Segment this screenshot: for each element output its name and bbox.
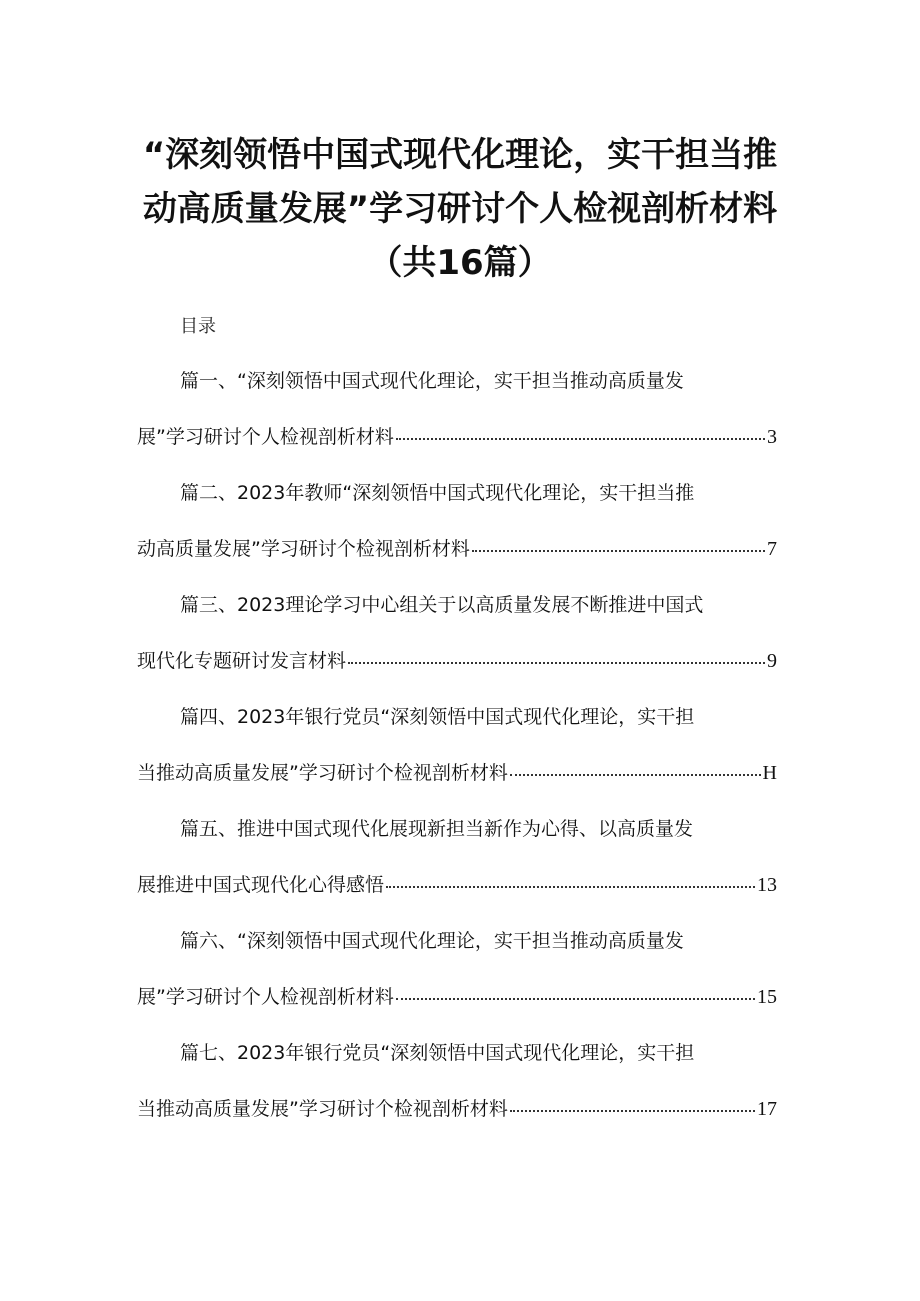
toc-entry-4-line1: 篇四、2023年银行党员“深刻领悟中国式现代化理论，实干担 (180, 706, 695, 728)
toc-page-number: 7 (767, 538, 777, 560)
toc-entry-text: 展”学习研讨个人检视剖析材料 (137, 426, 394, 448)
toc-entry-2-line2[interactable] (137, 534, 777, 561)
toc-entry-3-line1: 篇三、2023理论学习中心组关于以高质量发展不断推进中国式 (180, 594, 704, 616)
toc-entry-1-line2[interactable] (137, 422, 777, 449)
toc-entry-text: 现代化专题研讨发言材料 (137, 650, 347, 672)
document-title (130, 128, 790, 290)
toc-page-number: 3 (767, 426, 777, 448)
toc-page-number: 15 (757, 986, 777, 1008)
toc-entry-3-line2[interactable] (137, 646, 777, 673)
toc-page-number: 17 (757, 1098, 777, 1120)
dot-leader (396, 998, 755, 1000)
toc-page-number: 13 (757, 874, 777, 896)
dot-leader (510, 1110, 755, 1112)
toc-entry-text: 当推动高质量发展”学习研讨个检视剖析材料 (137, 1098, 508, 1120)
toc-entry-5-line2[interactable] (137, 870, 777, 897)
dot-leader (510, 774, 761, 776)
toc-entry-6-line2[interactable] (137, 982, 777, 1009)
toc-page-number: 9 (767, 650, 777, 672)
toc-entry-5-line1: 篇五、推进中国式现代化展现新担当新作为心得、以高质量发 (180, 818, 694, 840)
toc-page-number: H (762, 762, 777, 784)
toc-entry-text: 动高质量发展”学习研讨个检视剖析材料 (137, 538, 470, 560)
title-line-2: 动高质量发展”学习研讨个人检视剖析材料 (142, 189, 778, 229)
dot-leader (472, 550, 765, 552)
toc-heading: 目录 (180, 316, 216, 337)
dot-leader (386, 886, 755, 888)
toc-entry-text: 当推动高质量发展”学习研讨个检视剖析材料 (137, 762, 508, 784)
dot-leader (396, 438, 765, 440)
toc-entry-2-line1: 篇二、2023年教师“深刻领悟中国式现代化理论，实干担当推 (180, 482, 695, 504)
toc-entry-4-line2[interactable] (137, 758, 777, 785)
title-line-3: （共16篇） (368, 243, 552, 283)
toc-entry-7-line2[interactable] (137, 1094, 777, 1121)
toc-entry-7-line1: 篇七、2023年银行党员“深刻领悟中国式现代化理论，实干担 (180, 1042, 695, 1064)
toc-entry-text: 展”学习研讨个人检视剖析材料 (137, 986, 394, 1008)
toc-entry-text: 展推进中国式现代化心得感悟 (137, 874, 385, 896)
title-line-1: “深刻领悟中国式现代化理论，实干担当推 (142, 135, 778, 175)
toc-entry-6-line1: 篇六、“深刻领悟中国式现代化理论，实干担当推动高质量发 (180, 930, 684, 952)
toc-entry-1-line1: 篇一、“深刻领悟中国式现代化理论，实干担当推动高质量发 (180, 370, 684, 392)
dot-leader (348, 662, 765, 664)
